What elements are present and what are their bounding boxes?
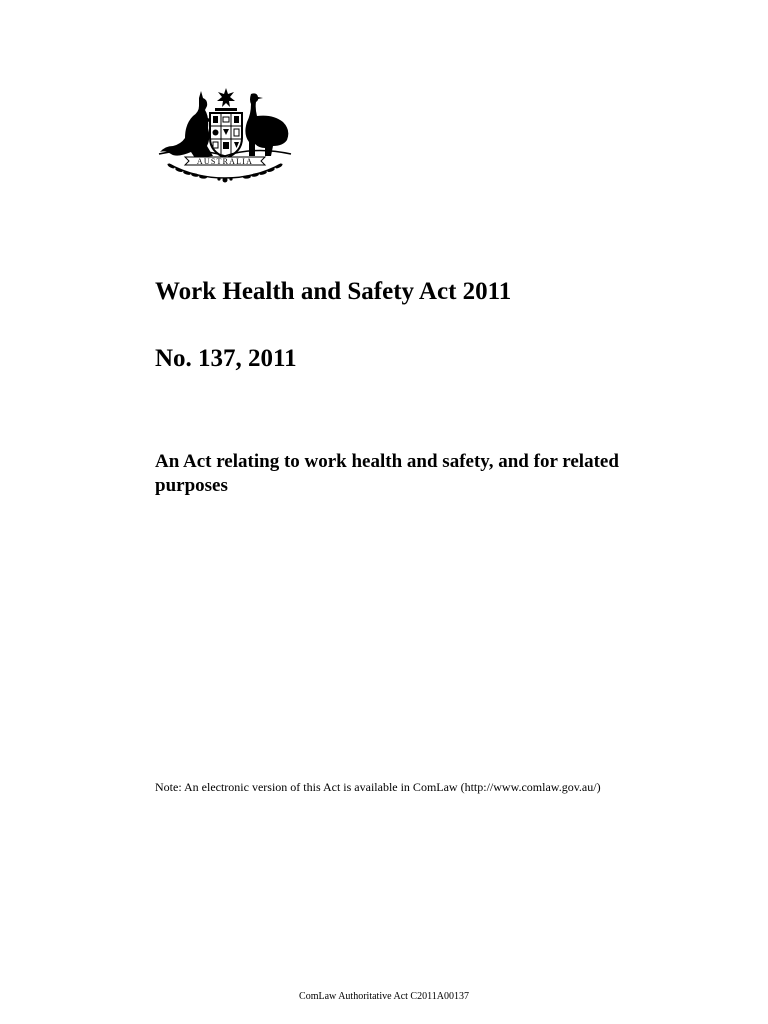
electronic-version-note: Note: An electronic version of this Act is available in ComLaw (http://www.comlaw.gov.au/) xyxy=(155,780,601,794)
coat-of-arms-icon xyxy=(155,86,295,186)
coat-of-arms-graphic xyxy=(155,86,295,186)
motto-text: AUSTRALIA xyxy=(196,157,254,166)
emu-icon xyxy=(245,93,288,156)
act-title: Work Health and Safety Act 2011 xyxy=(155,278,512,305)
page-footer: ComLaw Authoritative Act C2011A00137 xyxy=(299,991,469,1002)
commonwealth-star xyxy=(217,88,235,107)
kangaroo-icon xyxy=(160,91,213,158)
shield xyxy=(210,113,242,158)
act-long-title: An Act relating to work health and safety, and for related purposes xyxy=(155,451,619,496)
motto-scroll xyxy=(185,157,265,166)
act-number: No. 137, 2011 xyxy=(155,345,297,372)
